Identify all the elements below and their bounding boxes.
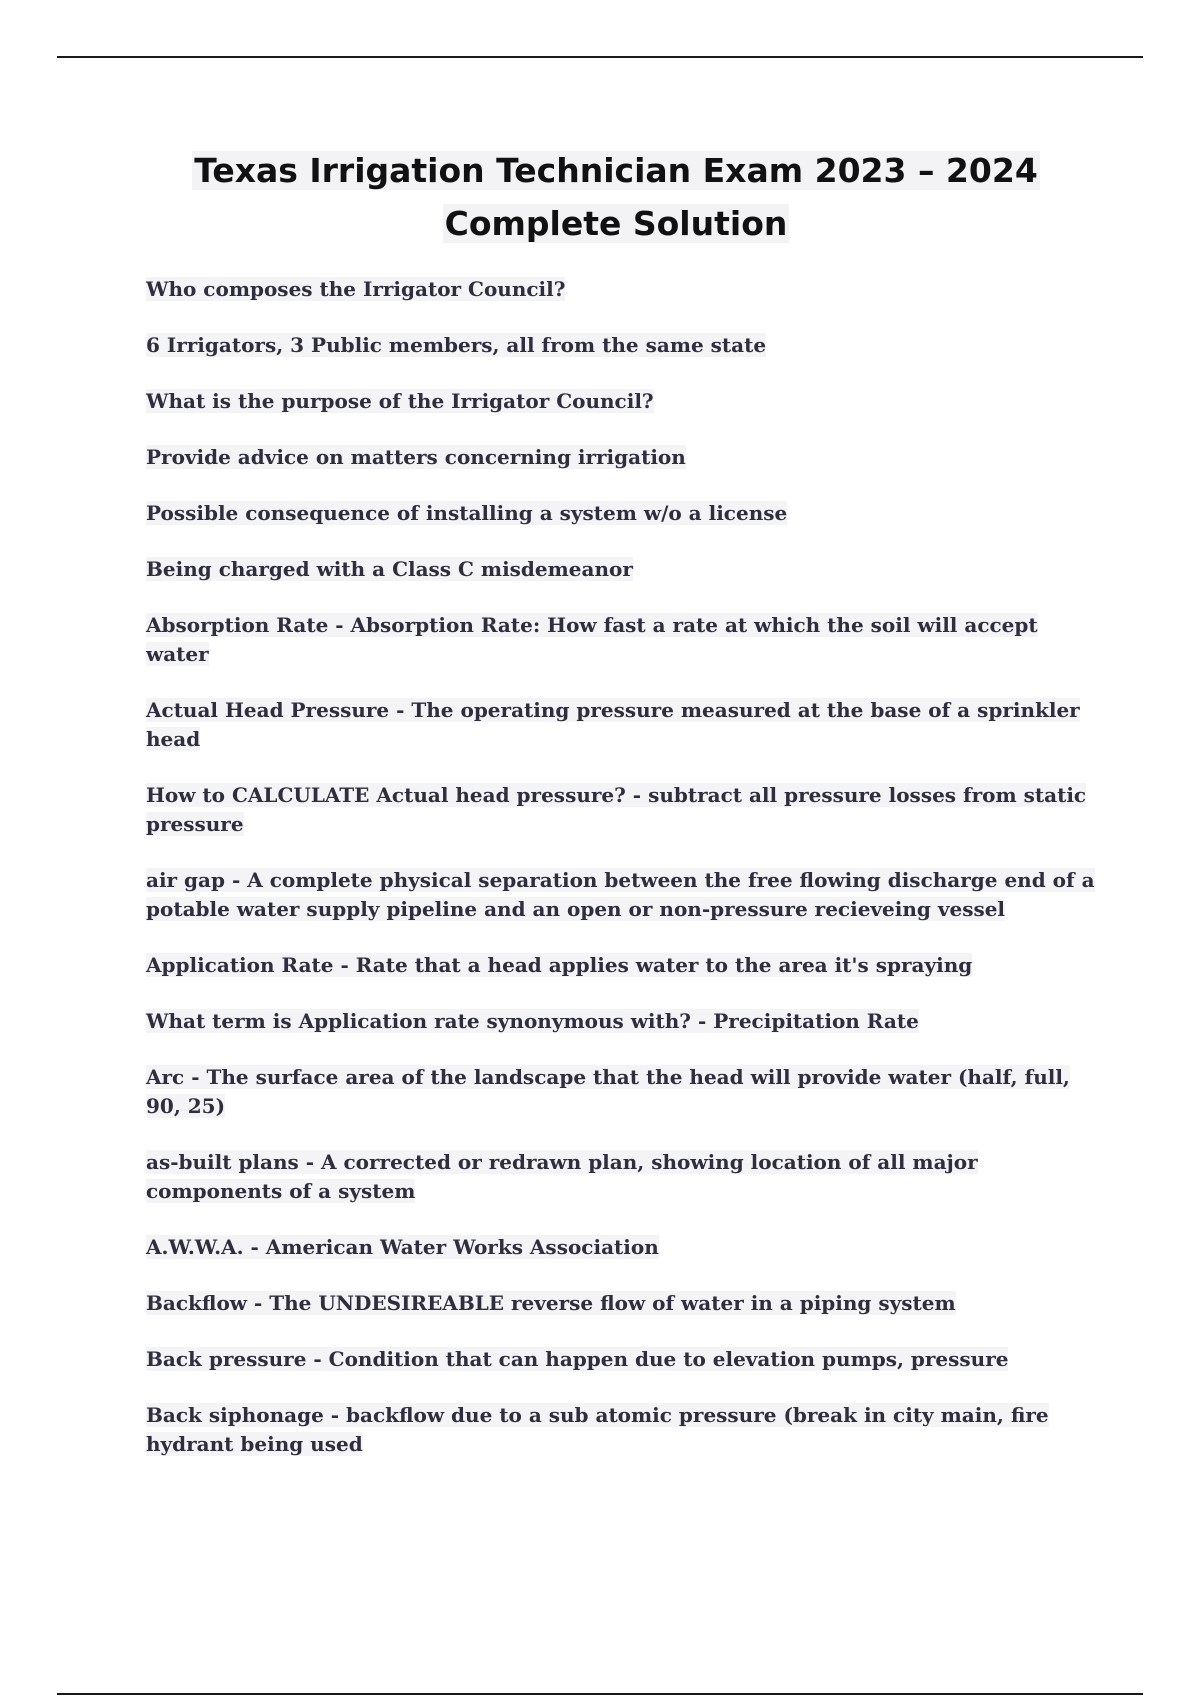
paragraph <box>146 499 1096 528</box>
paragraph-text: Backflow - The UNDESIREABLE reverse flow of water in a piping system <box>146 1291 956 1315</box>
paragraph-text: Actual Head Pressure - The operating pressure measured at the base of a sprinkler head <box>146 698 1080 751</box>
paragraph <box>146 387 1096 416</box>
paragraph <box>146 781 1096 839</box>
paragraph <box>146 1063 1096 1121</box>
bottom-rule <box>57 1693 1143 1695</box>
paragraph <box>146 1233 1096 1262</box>
paragraph <box>146 443 1096 472</box>
paragraph-text: How to CALCULATE Actual head pressure? - subtract all pressure losses from static pressure <box>146 783 1087 836</box>
paragraph-text: 6 Irrigators, 3 Public members, all from the same state <box>146 333 767 357</box>
paragraph <box>146 866 1096 924</box>
paragraph <box>146 1345 1096 1374</box>
paragraph <box>146 555 1096 584</box>
paragraph <box>146 275 1096 304</box>
document-body <box>146 275 1096 1486</box>
paragraph-text: Arc - The surface area of the landscape that the head will provide water (half, full, 90, 25) <box>146 1065 1070 1118</box>
paragraph-text: Being charged with a Class C misdemeanor <box>146 557 633 581</box>
top-rule <box>57 56 1143 58</box>
paragraph <box>146 1289 1096 1318</box>
paragraph <box>146 1148 1096 1206</box>
paragraph <box>146 1007 1096 1036</box>
paragraph-text: Possible consequence of installing a system w/o a license <box>146 501 788 525</box>
paragraph-text: as-built plans - A corrected or redrawn plan, showing location of all major components of a system <box>146 1150 978 1203</box>
title-line-2: Complete Solution <box>444 204 788 243</box>
paragraph-text: Back siphonage - backflow due to a sub atomic pressure (break in city main, fire hydrant being used <box>146 1403 1049 1456</box>
title-line-1: Texas Irrigation Technician Exam 2023 – 2024 <box>194 151 1038 190</box>
paragraph <box>146 1401 1096 1459</box>
paragraph-text: A.W.W.A. - American Water Works Association <box>146 1235 659 1259</box>
paragraph <box>146 611 1096 669</box>
paragraph <box>146 951 1096 980</box>
paragraph <box>146 331 1096 360</box>
paragraph-text: Who composes the Irrigator Council? <box>146 277 566 301</box>
paragraph-text: Back pressure - Condition that can happen due to elevation pumps, pressure <box>146 1347 1009 1371</box>
paragraph-text: What term is Application rate synonymous with? - Precipitation Rate <box>146 1009 919 1033</box>
paragraph-text: Provide advice on matters concerning irrigation <box>146 445 686 469</box>
paragraph-text: air gap - A complete physical separation between the free flowing discharge end of a potable water supply pipeline and an open or non-pressure recieveing vessel <box>146 868 1095 921</box>
paragraph <box>146 696 1096 754</box>
paragraph-text: Application Rate - Rate that a head applies water to the area it's spraying <box>146 953 973 977</box>
paragraph-text: Absorption Rate - Absorption Rate: How fast a rate at which the soil will accept water <box>146 613 1038 666</box>
document-title <box>0 144 1200 250</box>
paragraph-text: What is the purpose of the Irrigator Council? <box>146 389 654 413</box>
